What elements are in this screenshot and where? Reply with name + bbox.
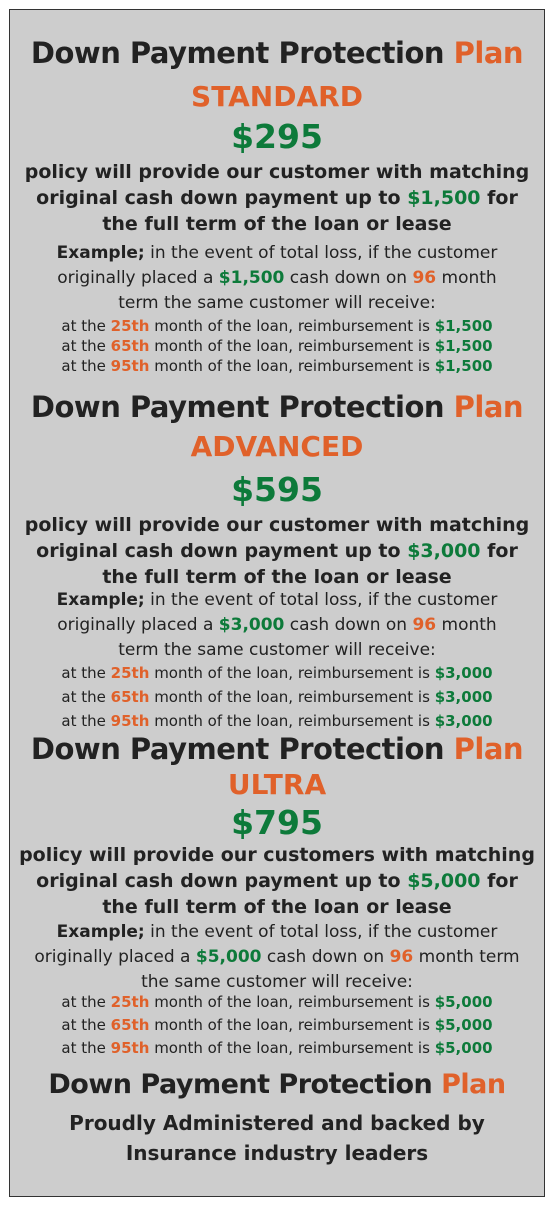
footer-tagline: Proudly Administered and backed by Insurance industry leaders: [69, 1111, 485, 1165]
example-standard: Example; in the event of total loss, if the customer originally placed a $1,500 cash down on 96 month term the same customer will receive:: [56, 243, 498, 313]
plan-title-ultra: Down Payment Protection Plan: [30, 732, 524, 766]
reimbursement-row: at the 25th month of the loan, reimbursement is $1,500: [61, 317, 493, 335]
reimbursement-row: at the 95th month of the loan, reimbursement is $3,000: [61, 712, 493, 730]
tier-ultra: ULTRA: [227, 768, 327, 801]
reimbursement-row: at the 25th month of the loan, reimbursement is $3,000: [61, 664, 493, 682]
reimbursement-rows-standard: [10, 316, 544, 376]
reimbursement-rows-ultra: [10, 991, 544, 1060]
reimbursement-row: at the 25th month of the loan, reimbursement is $5,000: [61, 993, 493, 1011]
price-standard: $295: [231, 117, 323, 156]
price-advanced: $595: [231, 470, 323, 509]
description-ultra: policy will provide our customers with matching original cash down payment up to $5,000 for the full term of the loan or lease: [19, 844, 535, 918]
reimbursement-row: at the 65th month of the loan, reimbursement is $1,500: [61, 337, 493, 355]
plan-title-standard: Down Payment Protection Plan: [30, 36, 524, 70]
reimbursement-rows-advanced: [10, 661, 544, 733]
tier-advanced: ADVANCED: [190, 430, 364, 463]
tier-standard: STANDARD: [191, 80, 363, 113]
reimbursement-row: at the 95th month of the loan, reimbursement is $5,000: [61, 1039, 493, 1057]
reimbursement-row: at the 95th month of the loan, reimbursement is $1,500: [61, 357, 493, 375]
description-advanced: policy will provide our customer with matching original cash down payment up to $3,000 for the full term of the loan or lease: [24, 514, 530, 588]
flyer-panel: [9, 9, 545, 1197]
example-ultra: Example; in the event of total loss, if the customer originally placed a $5,000 cash down on 96 month term the same customer will receive:: [34, 922, 520, 992]
reimbursement-row: at the 65th month of the loan, reimbursement is $3,000: [61, 688, 493, 706]
price-ultra: $795: [231, 803, 323, 842]
reimbursement-row: at the 65th month of the loan, reimbursement is $5,000: [61, 1016, 493, 1034]
example-advanced: Example; in the event of total loss, if the customer originally placed a $3,000 cash down on 96 month term the same customer will receive:: [56, 590, 498, 660]
plan-title-advanced: Down Payment Protection Plan: [30, 390, 524, 424]
footer-title: Down Payment Protection Plan: [48, 1069, 506, 1100]
description-standard: policy will provide our customer with matching original cash down payment up to $1,500 for the full term of the loan or lease: [24, 161, 530, 235]
